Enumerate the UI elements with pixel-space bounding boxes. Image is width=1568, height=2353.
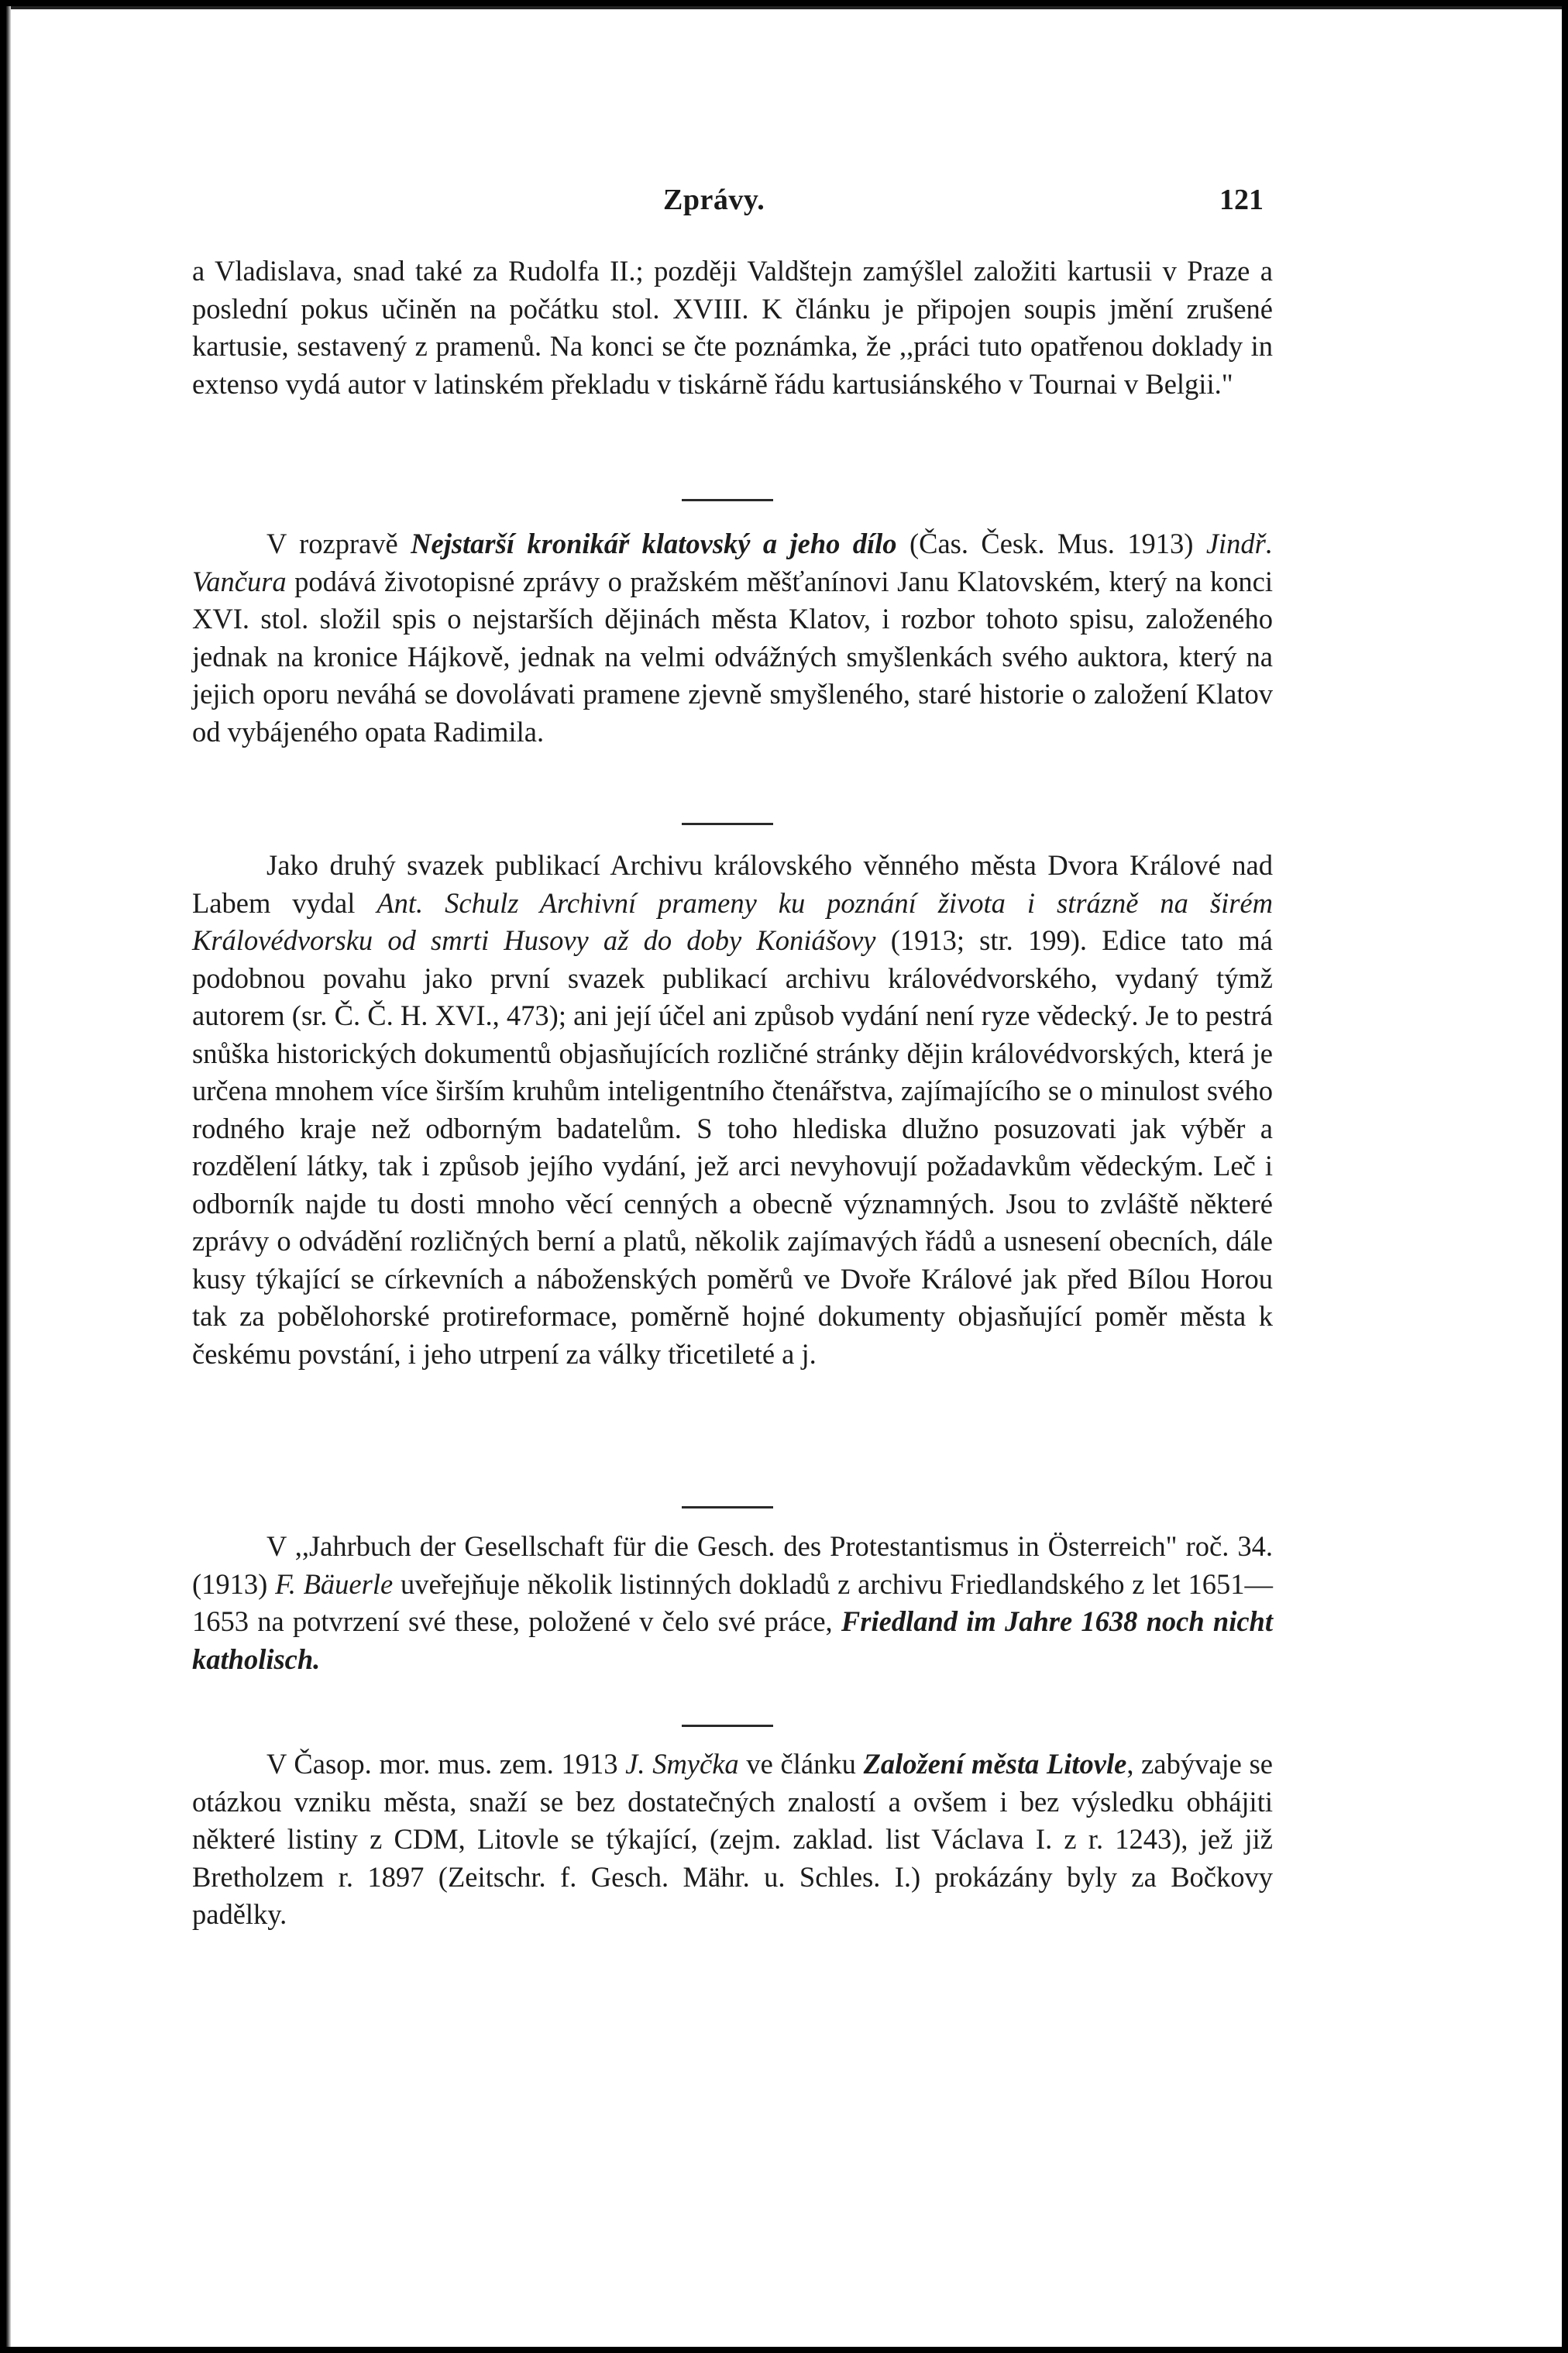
section-divider [682,1725,773,1727]
text-run: a Vladislava, snad také za Rudolfa II.; později Valdštejn zamýšlel založiti kartusii v Praze a poslední pokus učiněn na počátku stol. XVIII. K článku je připojen soupis jmění zrušené kartusie, sestavený z pramenů. Na konci se čte poznámka, že ,,práci tuto opatřenou doklady in extenso vydá autor v latinském překladu v tiskárně řádu kartusiánského v Tournai v Belgii." [192,255,1273,400]
paragraph-klatovy [192,525,1273,751]
article-title: Nejstarší kronikář klatovský a jeho dílo [411,528,897,559]
text-run: (Čas. Česk. Mus. 1913) [896,528,1206,559]
top-edge [6,6,1562,9]
section-divider [682,499,773,501]
text-run: podává životopisné zprávy o pražském měšťanínovi Janu Klatovském, který na konci XVI. stol. složil spis o nejstarších dějinách města Klatov, i rozbor tohoto spisu, založeného jednak na kronice Hájkově, jednak na velmi odvážných smyšlenkách svého auktora, který na jejich oporu neváhá se dovolávati pramene zjevně smyšleného, staré historie o založení Klatov od vybájeného opata Radimila. [192,565,1273,748]
text-run: uveřejňuje několik listinných dokladů z archivu Friedlandského z let 1651—1653 na potvrzení své these, položené v čelo své práce, [192,1567,1273,1637]
paragraph-kartusie [192,253,1273,403]
running-head: Zprávy. [663,184,765,216]
text-run: V ,,Jahrbuch der Gesellschaft für die Gesch. des Protestantismus in Österreich" roč. 34. (1913) [192,1530,1273,1600]
page-number: 121 [1219,184,1264,216]
left-edge [6,6,11,2347]
page [6,6,1562,2347]
page-header [6,183,1562,229]
paragraph-text [192,847,1273,1373]
text-run: (1913; str. 199). Edice tato má podobnou povahu jako první svazek publikací archivu královédvorského, vydaný týmž autorem (sr. Č. Č. H. XVI., 473); ani její účel ani způsob vydání není ryze vědecký. Je to pestrá snůška historických dokumentů objasňujících rozličné stránky dějin královédvorských, která je určena mnohem více širším kruhům inteligentního čtenářstva, zajímajícího se o minulost svého rodného kraje než odborným badatelům. S toho hlediska dlužno posuzovati jak výběr a rozdělení látky, tak i způsob jejího vydání, jež arci nevyhovují požadavkům vědeckým. Leč i odborník najde tu dosti mnoho věcí cenných a obecně významných. Jsou to zvláště některé zprávy o odvádění rozličných berní a platů, několik zajímavých řádů a usnesení obecních, dále kusy týkající se církevních a náboženských poměrů ve Dvoře Králové jak před Bílou Horou tak za pobělohorské protireformace, poměrně hojné dokumenty objasňující poměr města k českému povstání, i jeho utrpení za války třicetileté a j. [192,924,1273,1370]
text-run: V Časop. mor. mus. zem. 1913 [266,1748,626,1780]
section-divider [682,1506,773,1508]
article-title: Friedland im Jahre 1638 noch nicht katholisch. [192,1605,1273,1675]
section-divider [682,823,773,825]
article-title: Založení města Litovle [863,1748,1127,1780]
paragraph-text [192,1746,1273,1934]
text-run: Jako druhý svazek publikací Archivu královského věnného města Dvora Králové nad Labem vydal [192,849,1273,919]
paragraph-text [192,253,1273,403]
text-run: V rozpravě [266,528,411,559]
text-run: , zabývaje se otázkou vzniku města, snaží se bez dostatečných znalostí a ovšem i bez výsledku obhájiti některé listiny z CDM, Litovle se týkající, (zejm. zaklad. list Václava I. z r. 1243), jež již Bretholzem r. 1897 (Zeitschr. f. Gesch. Mähr. u. Schles. I.) prokázány byly za Bočkovy padělky. [192,1748,1273,1930]
text-run: ve článku [738,1748,864,1780]
book-title: Ant. Schulz Archivní prameny ku poznání života i strázně na širém Královédvorsku od smrti Husovy až do doby Koniášovy [192,886,1273,956]
author-name: Jindř. Vančura [192,528,1273,597]
author-name: F. Bäuerle [275,1567,394,1600]
paragraph-text [192,525,1273,751]
author-name: J. Smyčka [625,1748,739,1780]
paragraph-dvur-kralove [192,847,1273,1373]
paragraph-friedland [192,1528,1273,1678]
paragraph-litovel [192,1746,1273,1934]
paragraph-text [192,1528,1273,1678]
